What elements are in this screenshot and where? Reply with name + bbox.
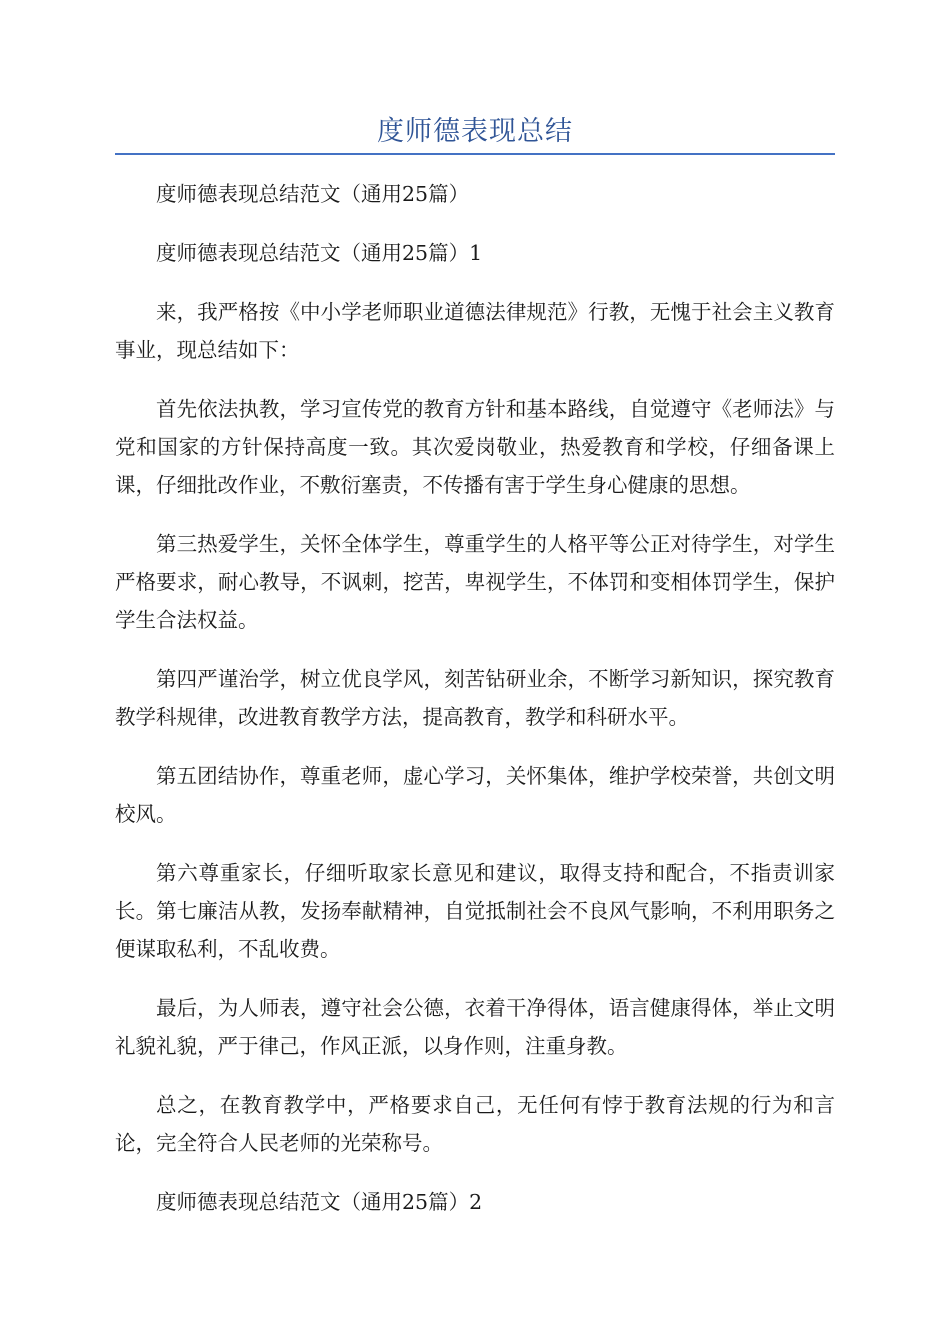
body-paragraph: 最后，为人师表，遵守社会公德，衣着干净得体，语言健康得体，举止文明礼貌礼貌，严于律己，作风正派，以身作则，注重身教。: [115, 996, 835, 1058]
subtitle-paragraph: 度师德表现总结范文（通用25篇）: [156, 182, 470, 206]
document-body: [115, 175, 835, 1242]
title-underline: [115, 153, 835, 155]
body-paragraph: 第四严谨治学，树立优良学风，刻苦钻研业余，不断学习新知识，探究教育教学科规律，改进教育教学方法，提高教育，教学和科研水平。: [115, 667, 835, 729]
body-paragraph: 来，我严格按《中小学老师职业道德法律规范》行教，无愧于社会主义教育事业，现总结如下：: [115, 300, 835, 362]
body-paragraph: 第六尊重家长，仔细听取家长意见和建议，取得支持和配合，不指责训家长。第七廉洁从教，发扬奉献精神，自觉抵制社会不良风气影响，不利用职务之便谋取私利，不乱收费。: [115, 861, 835, 961]
section-heading-2: 度师德表现总结范文（通用25篇）2: [156, 1190, 483, 1214]
body-paragraph: 第五团结协作，尊重老师，虚心学习，关怀集体，维护学校荣誉，共创文明校风。: [115, 764, 835, 826]
body-paragraph: 总之，在教育教学中，严格要求自己，无任何有悖于教育法规的行为和言论，完全符合人民老师的光荣称号。: [115, 1093, 835, 1155]
body-paragraph: 第三热爱学生，关怀全体学生，尊重学生的人格平等公正对待学生，对学生严格要求，耐心教导，不讽刺，挖苦，卑视学生，不体罚和变相体罚学生，保护学生合法权益。: [115, 532, 835, 632]
section-heading-1: 度师德表现总结范文（通用25篇）1: [156, 241, 483, 265]
body-paragraph: 首先依法执教，学习宣传党的教育方针和基本路线，自觉遵守《老师法》与党和国家的方针保持高度一致。其次爱岗敬业，热爱教育和学校，仔细备课上课，仔细批改作业，不敷衍塞责，不传播有害于学生身心健康的思想。: [115, 397, 835, 497]
document-title: 度师德表现总结: [377, 116, 573, 147]
